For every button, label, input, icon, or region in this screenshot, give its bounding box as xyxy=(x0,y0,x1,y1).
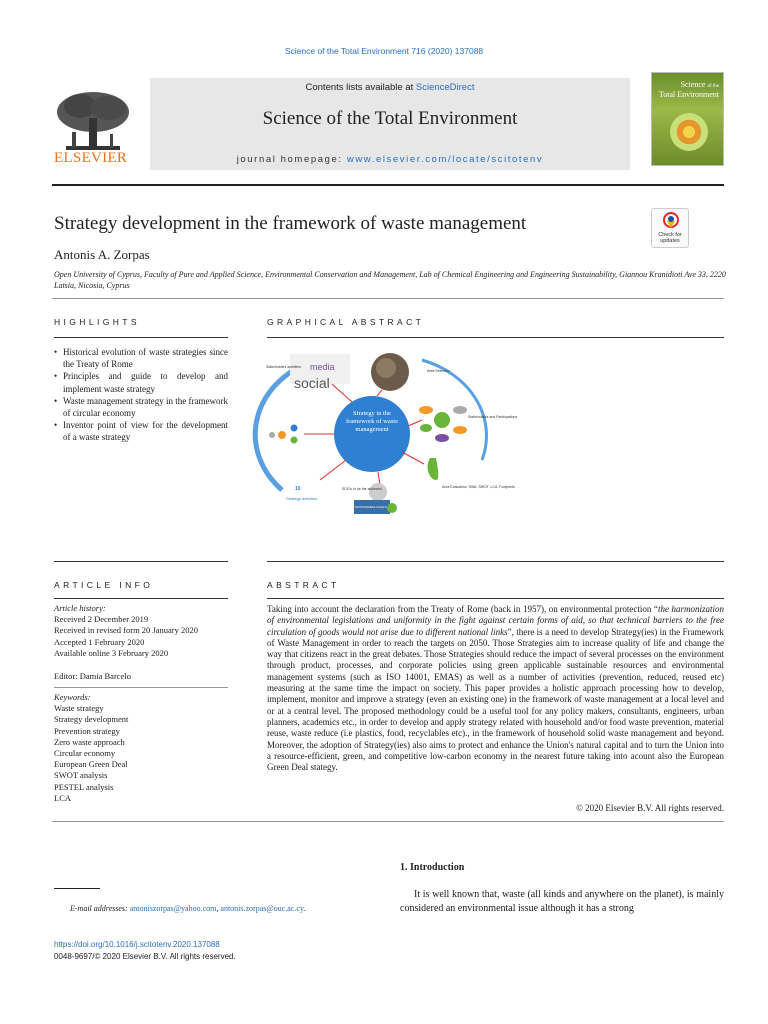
ga-area-label: Area Selection xyxy=(427,369,450,373)
ga-area-photo-detail xyxy=(376,358,396,378)
keyword-item: Prevention strategy xyxy=(54,725,120,736)
graphical-abstract-top-rule xyxy=(267,337,724,338)
ga-social-text: social xyxy=(294,375,330,391)
ga-tools-label: Area Evaluation, SWA, SWOT, LCA, Footprints xyxy=(442,485,515,489)
keyword-item: Zero waste approach xyxy=(54,736,125,747)
contents-line xyxy=(150,82,630,93)
ga-footprint-icon xyxy=(428,458,439,480)
article-info-heading: ARTICLE INFO xyxy=(54,580,154,590)
email-link-ouc[interactable]: antonis.zorpas@ouc.ac.cy xyxy=(220,904,304,913)
footnote-rule xyxy=(54,888,100,889)
highlight-item: • Waste management strategy in the framework of circular economy xyxy=(54,395,228,419)
editor-line: Editor: Damia Barcelo xyxy=(54,671,131,681)
email-link-yahoo[interactable]: antoniszorpas@yahoo.com xyxy=(129,904,217,913)
abstract-body xyxy=(267,604,724,773)
ga-method-node xyxy=(420,424,432,432)
ga-arrow xyxy=(377,390,382,396)
ga-strategy-label: Strategy activities xyxy=(286,496,318,501)
ga-arrow xyxy=(332,384,352,402)
introduction-text: It is well known that, waste (all kinds and anywhere on the planet), is mainly considered an environmental issue although it has a strong xyxy=(400,889,724,914)
ga-center-label-box xyxy=(340,410,404,460)
keyword-item: Strategy development xyxy=(54,714,129,725)
check-updates-line1: Check for xyxy=(658,232,682,238)
keyword-item: Circular economy xyxy=(54,748,116,759)
highlights-list xyxy=(54,346,228,444)
email-footnote xyxy=(70,904,306,913)
keyword-item: LCA xyxy=(54,792,71,803)
ga-left-node xyxy=(269,432,275,438)
graphical-abstract-heading: GRAPHICAL ABSTRACT xyxy=(267,317,425,327)
ga-sdg-icon xyxy=(387,503,397,513)
email-separator: , xyxy=(216,904,219,913)
history-accepted: Accepted 1 February 2020 xyxy=(54,636,145,647)
journal-cover-image[interactable] xyxy=(651,72,724,166)
abstract-copyright: © 2020 Elsevier B.V. All rights reserved. xyxy=(576,803,724,813)
keyword-item: Waste strategy xyxy=(54,703,104,714)
masthead xyxy=(52,72,724,170)
affiliation-divider xyxy=(52,298,724,299)
keywords-block xyxy=(54,692,128,804)
highlight-item: • Principles and guide to develop and implement waste strategy xyxy=(54,370,228,394)
abstract-bottom-rule xyxy=(52,821,724,822)
cover-title-line1: Science xyxy=(680,80,706,89)
article-title: Strategy development in the framework of waste management xyxy=(54,213,527,234)
article-history-label: Article history: xyxy=(54,603,106,613)
header-divider xyxy=(52,184,724,186)
check-updates-text xyxy=(652,232,688,244)
homepage-prefix: journal homepage: xyxy=(236,154,343,165)
highlights-top-rule xyxy=(54,337,228,338)
homepage-link[interactable]: www.elsevier.com/locate/scitotenv xyxy=(346,154,544,165)
ga-method-node xyxy=(435,434,449,442)
history-online: Available online 3 February 2020 xyxy=(54,647,169,658)
abstract-heading: ABSTRACT xyxy=(267,580,340,590)
ga-left-node xyxy=(278,431,286,439)
cover-title-small: of the xyxy=(707,84,719,89)
abstract-quote: the harmonization of environmental legislations and uniformity in the fight against certain forms of aid, so that technical barriers to the free circulation of goods would not arise due to different national links xyxy=(267,604,724,637)
sciencedirect-link[interactable]: ScienceDirect xyxy=(415,82,475,93)
graphical-abstract-bottom-rule xyxy=(267,561,724,562)
email-label: E-mail addresses: xyxy=(70,904,128,913)
ga-method-node xyxy=(453,406,467,414)
highlight-item: • Historical evolution of waste strategies since the Treaty of Rome xyxy=(54,346,228,370)
highlight-item: • Inventor point of view for the development of a waste strategy xyxy=(54,419,228,443)
cover-title xyxy=(656,81,719,99)
abstract-top-rule xyxy=(267,598,724,599)
check-updates-icon xyxy=(663,212,679,230)
contents-prefix: Contents lists available at xyxy=(305,82,414,93)
ga-left-node xyxy=(291,437,298,444)
check-for-updates-button[interactable] xyxy=(651,208,689,248)
history-received: Received 2 December 2019 xyxy=(54,614,149,625)
article-info-top-rule xyxy=(54,598,228,599)
ga-center-label: Strategy in the framework of waste management xyxy=(346,410,398,433)
ga-media-text: media xyxy=(310,362,335,372)
abstract-part1: Taking into account the declaration from the Treaty of Rome (back in 1957), on environmental protection “ xyxy=(267,604,658,614)
ga-sdg-image xyxy=(369,483,387,501)
ga-left-node xyxy=(291,425,298,432)
ga-arrow xyxy=(320,460,346,480)
keyword-item: SWOT analysis xyxy=(54,770,108,781)
article-history xyxy=(54,603,198,659)
journal-reference[interactable]: Science of the Total Environment 716 (2020) 137088 xyxy=(284,46,484,56)
history-revised: Received in revised form 20 January 2020 xyxy=(54,625,198,636)
ga-stakeholders-label: Stakeholders activities xyxy=(266,365,301,369)
ga-method-node xyxy=(434,412,450,428)
ga-arrow xyxy=(408,420,422,426)
ga-method-node xyxy=(453,426,467,434)
email-end: . xyxy=(303,904,306,913)
author-name[interactable]: Antonis A. Zorpas xyxy=(54,247,150,262)
check-updates-line2: updates xyxy=(660,238,680,244)
graphical-abstract-figure[interactable] xyxy=(262,340,518,520)
ga-method-node xyxy=(419,406,433,414)
ga-sdg-goals: SUSTAINABLE GOALS xyxy=(355,505,387,509)
highlights-heading: HIGHLIGHTS xyxy=(54,317,140,327)
cover-flower-graphic xyxy=(670,113,708,151)
ga-strategy-number: 10 xyxy=(295,486,301,492)
ga-methods-label: Stakeholders and Participations xyxy=(468,415,518,419)
keyword-item: PESTEL analysis xyxy=(54,781,114,792)
editor-rule xyxy=(54,687,228,688)
issn-copyright: 0048-9697/© 2020 Elsevier B.V. All rights reserved. xyxy=(54,952,236,961)
keywords-label: Keywords: xyxy=(54,692,91,702)
homepage-line xyxy=(150,154,630,165)
introduction-heading: 1. Introduction xyxy=(400,862,465,873)
ga-methods-cluster xyxy=(419,406,467,442)
cover-title-line2: Total Environment xyxy=(658,90,719,99)
abstract-part2: ”, there is a need to develop Strategy(ies) in the Framework of Waste Management in order to reach the targets on 2050. Those Strategies aim to increase quality of life and change the way that citizens react in the great debates. Those Strategies should reduce the impact of several processes on the environment through product, processes, and corporate policies using green applicable sustainable resources and environmental management systems (such as ISO 14001, EMAS) as well as a number of activities (prevention, reduced, reused etc) measuring at the same time the impact on society. This paper provides a holistic approach processing how to develop, implement, monitor and improve a strategy (even an existing one) in the framework of waste management at a local level and or at a central level. The proposed methodology could be a useful tool for any policy makers, consultants, engineers, urban planners, academics etc., in order to develop and apply strategy related with household and/or food waste prevention, material reuse, waste reduce (i.e plastics, food, recyclables etc)., in the framework of household solid waste management and beyond. Moreover, the adoption of Strategy(ies) also aims to protect and enhance the Union's natural capital and to turn the Union into a resource-efficient, green, and competitive low-carbon economy in the nearest future taking into acount also the European Green Deal stategy. xyxy=(267,626,724,773)
highlights-bottom-rule xyxy=(54,561,228,562)
ga-sdg-label: SDG's to be the achieved xyxy=(342,487,382,491)
doi-link[interactable]: https://doi.org/10.1016/j.scitotenv.2020.137088 xyxy=(54,940,220,949)
ga-arrow xyxy=(402,452,424,464)
keyword-item: European Green Deal xyxy=(54,759,128,770)
elsevier-wordmark: ELSEVIER xyxy=(54,150,128,166)
masthead-banner xyxy=(150,78,630,170)
journal-name: Science of the Total Environment xyxy=(262,108,518,129)
author-affiliation: Open University of Cyprus, Faculty of Pure and Applied Science, Environmental Conservation and Management, Lab of Chemical Engineering and Engineering Sustainability, Giannou Kranidioti Ave 33, 2220 Latsia, Nicosia, Cyprus xyxy=(54,270,726,290)
